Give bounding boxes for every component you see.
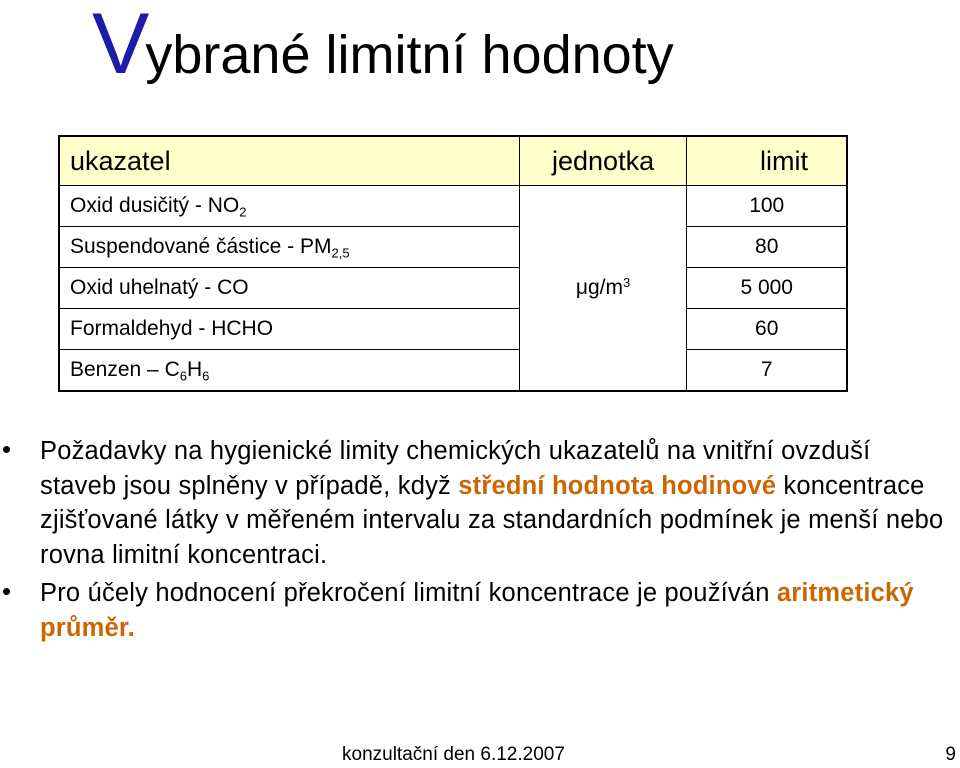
indicator-subscript: 2,5 [331, 245, 350, 261]
indicator-cell [59, 350, 519, 392]
indicator-subscript: 6 [179, 368, 187, 384]
indicator-name: H [187, 358, 203, 381]
table-row [59, 186, 847, 227]
limit-cell: 100 [687, 186, 847, 227]
bullet-dot [3, 446, 10, 453]
indicator-subscript: 6 [202, 368, 210, 384]
indicator-cell [59, 186, 519, 227]
bullet-paragraph [40, 434, 945, 572]
table-row [59, 227, 847, 268]
table-header-row [59, 136, 847, 186]
bullet-text: Pro účely hodnocení překročení limitní koncentrace je používán [40, 579, 777, 607]
page-number: 9 [945, 744, 956, 765]
limit-cell: 80 [687, 227, 847, 268]
bullet-paragraph [40, 576, 945, 645]
indicator-name: Benzen – C [70, 358, 180, 381]
unit-exponent: 3 [622, 274, 631, 290]
indicator-cell [59, 227, 519, 268]
limit-cell: 7 [687, 350, 847, 392]
indicator-name: Oxid uhelnatý - CO [70, 276, 249, 299]
header-unit: jednotka [519, 136, 687, 186]
footer-text: konzultační den 6.12.2007 [342, 744, 565, 765]
limit-cell: 60 [687, 309, 847, 350]
slide-title [92, 0, 674, 99]
table-row [59, 350, 847, 392]
title-initial: V [92, 0, 148, 92]
table-row [59, 268, 847, 309]
unit-cell [519, 186, 687, 392]
header-limit: limit [687, 136, 847, 186]
indicator-cell [59, 268, 519, 309]
unit-base: μg/m [575, 276, 623, 299]
indicator-name: Oxid dusičitý - NO [70, 194, 240, 217]
bullet-highlight: střední hodnota hodinové [458, 471, 777, 500]
bullet-text: koncentrace zjišťované látky v měřeném intervalu za standardních podmínek je menší nebo rovna limitní koncentraci. [40, 471, 944, 569]
indicator-name: Suspendované částice - PM [70, 235, 332, 258]
table-row [59, 309, 847, 350]
title-rest: ybrané limitní hodnoty [145, 25, 674, 85]
bullet-text: Požadavky na hygienické limity chemických ukazatelů na vnitřní ovzduší staveb jsou splněny v případě, když [40, 437, 871, 500]
indicator-cell [59, 309, 519, 350]
limit-cell: 5 000 [687, 268, 847, 309]
indicator-name: Formaldehyd - HCHO [70, 317, 274, 340]
bullet-dot [3, 588, 10, 595]
bullet-highlight: aritmetický průměr. [40, 579, 914, 642]
header-indicator: ukazatel [59, 136, 519, 186]
indicator-subscript: 2 [239, 204, 247, 220]
limits-table [58, 135, 848, 392]
